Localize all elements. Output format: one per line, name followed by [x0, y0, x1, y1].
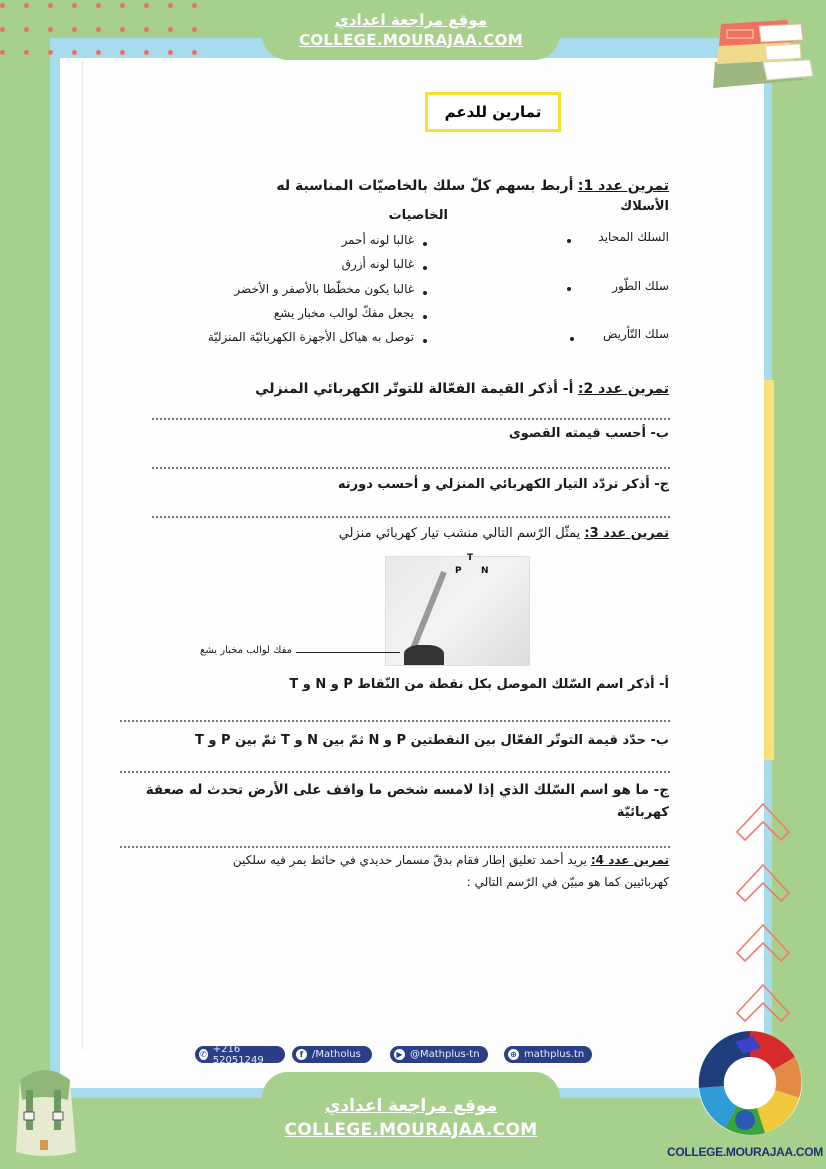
banner-domain-link[interactable]: COLLEGE.MOURAJAA.COM — [299, 31, 523, 49]
youtube-badge[interactable] — [390, 1046, 488, 1063]
wire-earth-dot[interactable] — [570, 337, 574, 341]
chevron-up-icon — [735, 913, 791, 969]
chevron-up-icon — [735, 853, 791, 909]
caption-pointer-line — [296, 652, 400, 653]
wire-phase-dot[interactable] — [567, 287, 571, 291]
decor-dot — [48, 50, 53, 55]
exercise3-heading — [339, 526, 669, 541]
bottom-site-banner[interactable] — [262, 1072, 560, 1169]
banner-domain-link[interactable]: COLLEGE.MOURAJAA.COM — [284, 1120, 538, 1140]
exercise3-part-a: أ- أذكر اسم السّلك الموصل بكل نقطة من النّقاط P و N و T — [289, 677, 669, 692]
website-badge[interactable] — [504, 1046, 592, 1063]
exercise3-part-c: ج- ما هو اسم السّلك الذي إذا لامسه شخص ما واقف على الأرض تحدث له صعقة — [145, 782, 669, 798]
figure-caption: مفك لوالب مخبار يشع — [200, 645, 292, 656]
website-url: mathplus.tn — [524, 1049, 585, 1060]
facebook-handle: /Matholus — [312, 1049, 361, 1060]
decor-dot — [144, 50, 149, 55]
decor-dot — [144, 27, 149, 32]
decor-dot — [120, 27, 125, 32]
answer-line[interactable] — [120, 846, 670, 848]
label-N: N — [481, 566, 489, 576]
exercise3-part-c-cont: كهربائيّة — [616, 805, 669, 820]
exercise4-line2: كهربائيين كما هو مبيّن في الرّسم التالي : — [466, 875, 669, 889]
decor-dot — [0, 3, 5, 8]
worksheet-title: تمارين للدعم — [425, 92, 561, 132]
property-1: غالبا لونه أحمر — [341, 233, 414, 247]
label-T: T — [467, 553, 474, 563]
decor-dot — [24, 27, 29, 32]
answer-line[interactable] — [152, 516, 670, 518]
exercise2-heading — [255, 381, 669, 397]
decor-dot — [72, 50, 77, 55]
decor-dot — [72, 3, 77, 8]
youtube-icon: ▶ — [394, 1049, 405, 1060]
decor-dot — [192, 27, 197, 32]
exercise2-part-b: ب- أحسب قيمته القصوى — [508, 426, 669, 441]
whatsapp-icon: ✆ — [200, 1050, 207, 1059]
top-site-banner[interactable] — [262, 0, 560, 60]
banner-arabic-title: موقع مراجعة اعدادي — [335, 11, 487, 29]
property-4: يجعل مفكّ لوالب مخبار يشع — [273, 306, 414, 320]
exercise4-label: تمرين عدد 4: — [590, 853, 669, 867]
exercise3-part-b: ب- حدّد قيمة التوتّر الفعّال بين النقطتين P و N ثمّ بين N و T ثمّ بين P و T — [194, 733, 669, 748]
facebook-icon: f — [296, 1049, 307, 1060]
wire-neutral: السلك المحايد — [598, 230, 669, 244]
facebook-badge[interactable] — [292, 1046, 372, 1063]
banner-arabic-title: موقع مراجعة اعدادي — [324, 1096, 498, 1116]
property-dot-5[interactable] — [423, 339, 427, 343]
decor-dot — [72, 27, 77, 32]
backpack-icon — [10, 1060, 80, 1160]
properties-header: الخاصيات — [388, 208, 448, 223]
decor-dot — [120, 50, 125, 55]
decor-dot — [96, 50, 101, 55]
subjects-wheel-logo — [695, 1028, 805, 1138]
decor-dot — [144, 3, 149, 8]
hand-shadow — [404, 645, 444, 666]
wire-phase: سلك الطّور — [612, 279, 669, 293]
decor-dot — [0, 27, 5, 32]
screwdriver-cable — [408, 571, 447, 657]
exercise1-prompt: أربط بسهم كلّ سلك بالخاصيّات المناسبة له — [276, 178, 574, 194]
paper-edge — [82, 60, 83, 1050]
wheel-logo-text: COLLEGE.MOURAJAA.COM — [666, 1145, 823, 1159]
property-2: غالبا لونه أزرق — [341, 257, 414, 271]
exercise4-heading — [233, 853, 669, 867]
exercise2-label: تمرين عدد 2: — [577, 381, 669, 397]
whatsapp-number: +216 52051249 — [212, 1043, 264, 1066]
property-dot-2[interactable] — [423, 266, 427, 270]
property-3: غالبا يكون مخطّطا بالأصفر و الأخضر — [234, 282, 414, 296]
exercise2-part-a: أ- أذكر القيمة الفعّالة للتوتّر الكهربائي المنزلي — [255, 381, 574, 397]
decor-dot — [168, 50, 173, 55]
property-dot-1[interactable] — [423, 242, 427, 246]
property-dot-4[interactable] — [423, 315, 427, 319]
decor-dot — [48, 27, 53, 32]
exercise3-prompt: يمثّل الرّسم التالي منشب تيار كهربائي منزلي — [338, 526, 581, 541]
globe-icon: ⊕ — [508, 1049, 519, 1060]
decor-dot — [192, 50, 197, 55]
exercise1-label: تمرين عدد 1: — [577, 178, 669, 194]
decor-dot — [168, 27, 173, 32]
exercise2-part-c: ج- أذكر تردّد التيار الكهربائي المنزلي و أحسب دورته — [337, 477, 669, 492]
label-P: P — [455, 566, 462, 576]
decor-dot — [120, 3, 125, 8]
youtube-handle: @Mathplus-tn — [410, 1049, 480, 1060]
decor-dot — [24, 50, 29, 55]
exercise1-heading — [276, 178, 669, 194]
whatsapp-badge[interactable] — [195, 1043, 285, 1066]
wire-earth: سلك التّأريض — [602, 327, 669, 341]
answer-line[interactable] — [152, 467, 670, 469]
answer-line[interactable] — [120, 720, 670, 722]
answer-line[interactable] — [120, 771, 670, 773]
decor-dot — [96, 3, 101, 8]
property-5: توصل به هياكل الأجهزة الكهربائيّة المنزليّة — [207, 330, 414, 344]
exercise3-label: تمرين عدد 3: — [584, 526, 669, 541]
decor-dot — [0, 50, 5, 55]
answer-line[interactable] — [152, 418, 670, 420]
exercise4-line1: يريد أحمد تعليق إطار فقام بدقّ مسمار حديدي في حائط يمر فيه سلكين — [232, 853, 588, 867]
decor-dot — [192, 3, 197, 8]
books-icon — [695, 10, 820, 95]
decor-dot — [48, 3, 53, 8]
wire-neutral-dot[interactable] — [567, 239, 571, 243]
chevron-up-icon — [735, 792, 791, 848]
chevron-up-icon — [735, 973, 791, 1029]
decor-dot — [96, 27, 101, 32]
wires-header: الأسلاك — [620, 199, 669, 214]
decor-dot — [24, 3, 29, 8]
property-dot-3[interactable] — [423, 291, 427, 295]
decor-dot — [168, 3, 173, 8]
